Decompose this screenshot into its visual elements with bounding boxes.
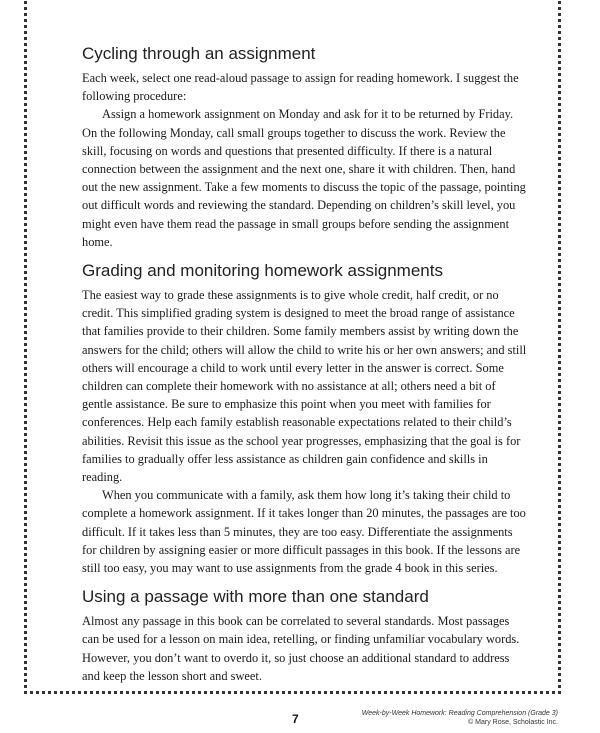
paragraph: Each week, select one read-aloud passage to assign for reading homework. I suggest the following procedure: <box>82 71 519 104</box>
paragraph: Almost any passage in this book can be correlated to several standards. Most passages can be used for a lesson on main idea, retelling, or finding unfamiliar vocabulary words. However, you don’t want to overdo it, so just choose an additional standard to address and keep the lesson short and sweet. <box>82 614 520 683</box>
section-heading: Using a passage with more than one standard <box>82 587 429 607</box>
footer-credit <box>362 709 558 727</box>
paragraph: When you communicate with a family, ask them how long it’s taking their child to complete a homework assignment. If it takes longer than 20 minutes, the passages are too difficult. If it takes less than 5 minutes, they are too easy. Differentiate the assignments for children by assigning easier or more difficult passages in this book. If the lessons are still too easy, you may want to use assignments from the grade 4 book in this series. <box>82 488 526 576</box>
paragraph: Assign a homework assignment on Monday and ask for it to be returned by Friday. On the following Monday, call small groups together to discuss the work. Review the skill, focusing on words and questions that presented difficulty. If there is a natural connection between the assignment and the next one, share it with children. Then, hand out the new assignment. Take a few moments to discuss the topic of the passage, pointing out difficult words and reviewing the standard. Depending on children’s skill level, you might even have them read the passage in small groups before sending the assignment home. <box>82 107 526 249</box>
section-cycling <box>82 44 528 251</box>
page-content <box>82 40 528 695</box>
section-heading: Cycling through an assignment <box>82 44 316 63</box>
book-title: Week-by-Week Homework: Reading Comprehension (Grade 3) <box>361 710 558 717</box>
section-grading <box>82 261 528 577</box>
section-heading: Grading and monitoring homework assignments <box>82 261 443 281</box>
paragraph: The easiest way to grade these assignments is to give whole credit, half credit, or no credit. This simplified grading system is designed to meet the broad range of assistance that families provide to their children. Some family members assist by writing down the answers for the child; others will allow the child to write his or her own answers; and still others will encourage a child to work until every letter in the answer is correct. Some children can complete their homework with no assistance at all; others need a bit of gentle assistance. Be sure to emphasize this point when you meet with families for conferences. Help each family establish reasonable expectations related to their child’s abilities. Revisit this issue as the school year progresses, emphasizing that the goal is for families to gradually offer less assistance as children gain confidence and skills in reading. <box>82 288 527 485</box>
page-number: 7 <box>292 712 299 726</box>
copyright: © Mary Rose, Scholastic Inc. <box>468 719 558 726</box>
section-multiple-standards <box>82 587 528 685</box>
